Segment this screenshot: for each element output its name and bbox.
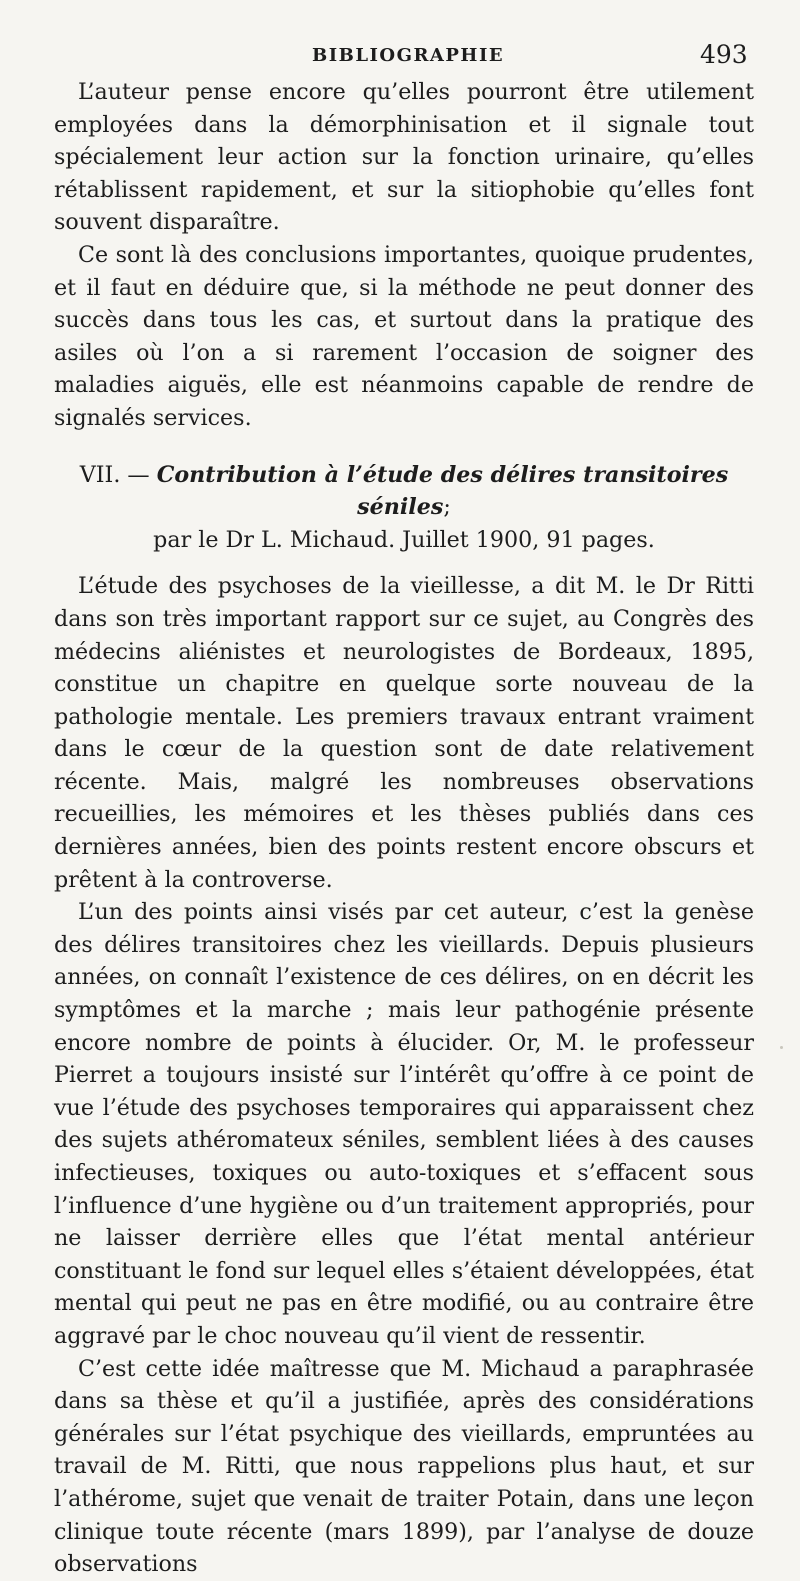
paragraph: L’étude des psychoses de la vieillesse, a dit M. le Dr Ritti dans son très important rapport sur ce sujet, au Congrès des médecins aliénistes et neurologistes de Bordeaux, 1895, constitue un chapitre en quelque sorte nouveau de la pathologie mentale. Les premiers travaux entrant vraiment dans le cœur de la question sont de date relativement récente. Mais, malgré les nombreuses observations recueillies, les mémoires et les thèses publiés dans ces dernières années, bien des points restent encore obscurs et prêtent à la controverse.	[54, 573, 754, 893]
running-head: BIBLIOGRAPHIE	[312, 45, 505, 66]
print-speck	[780, 1046, 783, 1049]
section-title-suffix: ;	[443, 494, 451, 521]
paragraph: Ce sont là des conclusions importantes, quoique prudentes, et il faut en déduire que, si la méthode ne peut donner des succès dans tous les cas, et surtout dans la pratique des asiles où l’on a si rarement l’occasion de soigner des maladies aiguës, elle est néanmoins capable de rendre de signalés services.	[54, 241, 754, 431]
section-title: Contribution à l’étude des délires transitoires séniles	[156, 461, 729, 521]
paragraph: L’auteur pense encore qu’elles pourront être utilement employées dans la démorphinisation et il signale tout spécialement leur action sur la fonction urinaire, qu’elles rétablissent rapidement, et sur la sitiophobie qu’elles font souvent disparaître.	[54, 79, 754, 236]
section-number: VII. —	[79, 461, 150, 488]
section-byline: par le Dr L. Michaud. Juillet 1900, 91 pages.	[153, 526, 655, 553]
page-header	[0, 40, 800, 72]
page-number: 493	[700, 40, 748, 69]
paragraph: L’un des points ainsi visés par cet auteur, c’est la genèse des délires transitoires chez les vieillards. Depuis plusieurs années, on connaît l’existence de ces délires, on en décrit les symptômes et la marche ; mais leur pathogénie présente encore nombre de points à élucider. Or, M. le professeur Pierret a toujours insisté sur l’intérêt qu’offre à ce point de vue l’étude des psychoses temporaires qui apparaissent chez des sujets athéromateux séniles, semblent liées à des causes infectieuses, toxiques ou auto-toxiques et s’effacent sous l’influence d’une hygiène ou d’un traitement appropriés, pour ne laisser derrière elles que l’état mental antérieur constituant le fond sur lequel elles s’étaient développées, état mental qui peut ne pas en être modifié, ou au contraire être aggravé par le choc nouveau qu’il vient de ressentir.	[54, 899, 754, 1349]
section-heading	[54, 459, 754, 557]
body-text	[54, 76, 754, 1581]
paragraph: C’est cette idée maîtresse que M. Michaud a paraphrasée dans sa thèse et qu’il a justifiée, après des considérations générales sur l’état psychique des vieillards, empruntées au travail de M. Ritti, que nous rappelions plus haut, et sur l’athérome, sujet que venait de traiter Potain, dans une leçon clinique toute récente (mars 1899), par l’analyse de douze observations	[54, 1355, 754, 1578]
